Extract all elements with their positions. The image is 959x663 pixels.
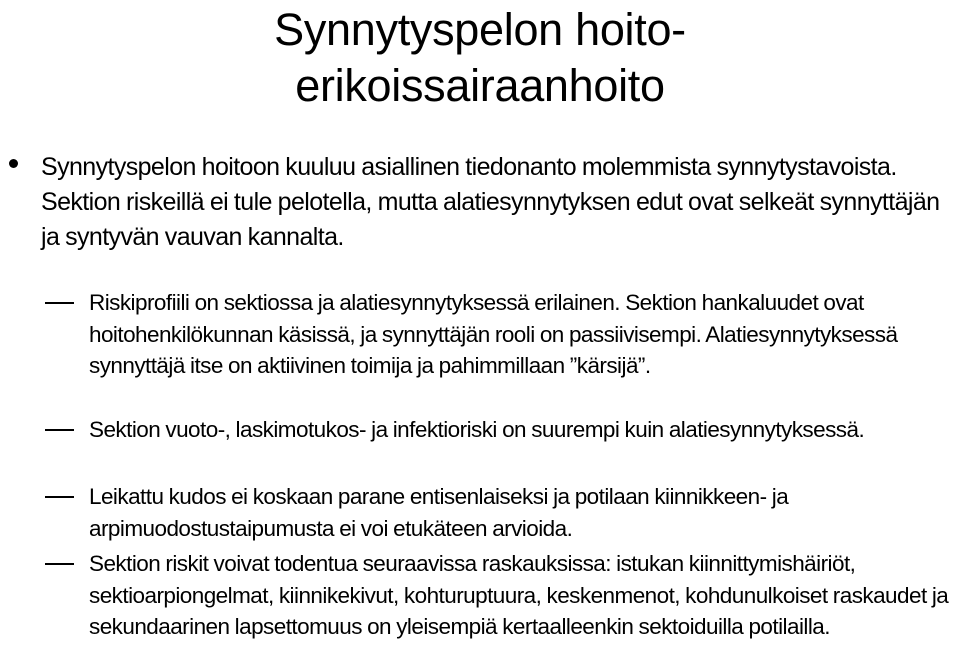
sub-bullet-text: Sektion vuoto-, laskimotukos- ja infektioriski on suurempi kuin alatiesynnytyksessä. [89,417,865,442]
sub-bullet-text: Riskiprofiili on sektiossa ja alatiesynnytyksessä erilainen. Sektion hankaluudet ovat hoitohenkilökunnan käsissä, ja synnyttäjän rooli on passiivisempi. Alatiesynnytyksessä synnyttäjä itse on aktiivinen toimija ja pahimmillaan ”kärsijä”. [89,290,898,379]
dash-icon [45,429,74,431]
bullet-dot-icon [9,159,18,168]
dash-icon [45,302,74,304]
dash-icon [45,496,74,498]
main-bullet-text: Synnytyspelon hoitoon kuuluu asiallinen tiedonanto molemmista synnytystavoista. Sektion riskeillä ei tule pelotella, mutta alatiesynnytyksen edut ovat selkeät synnyttäjän ja syntyvän vauvan kannalta. [41,153,940,251]
slide-title: Synnytyspelon hoito-erikoissairaanhoito [274,4,686,111]
dash-icon [45,563,74,565]
sub-bullet-text: Sektion riskit voivat todentua seuraavissa raskauksissa: istukan kiinnittymishäiriöt, sektioarpiongelmat, kiinnikekivut, kohturuptuura, keskenmenot, kohdunulkoiset raskaudet ja sekundaarinen lapsettomuus on yleisempiä kertaalleenkin sektoiduilla potilailla. [89,551,949,640]
sub-bullet-text: Leikattu kudos ei koskaan parane entisenlaiseksi ja potilaan kiinnikkeen- ja arpimuodostustaipumusta ei voi etukäteen arvioida. [89,484,789,541]
